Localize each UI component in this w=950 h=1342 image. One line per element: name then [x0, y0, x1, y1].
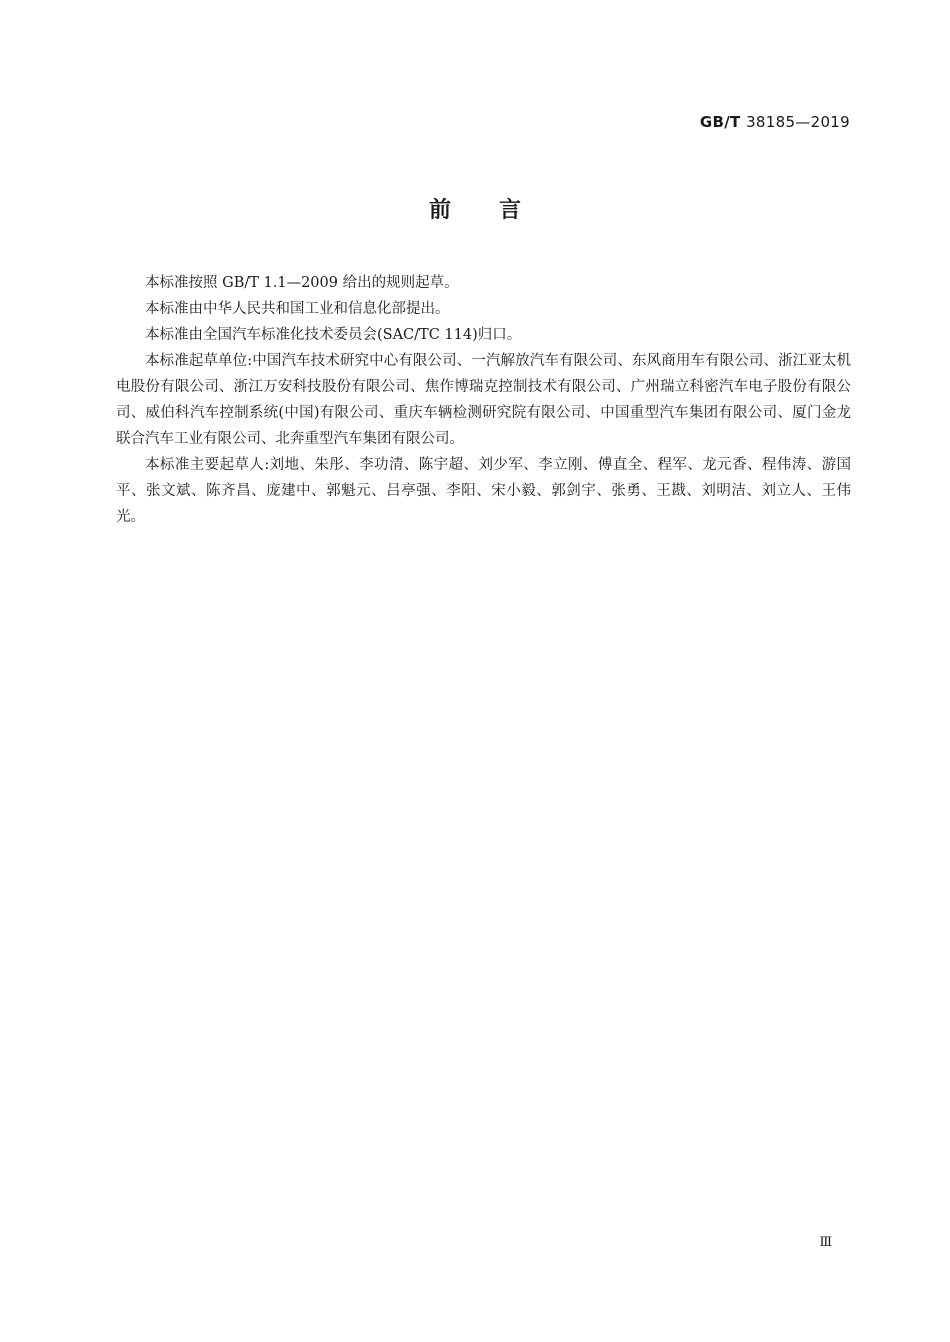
paragraph-drafting-units: 本标准起草单位:中国汽车技术研究中心有限公司、一汽解放汽车有限公司、东风商用车有限公司、浙江亚太机电股份有限公司、浙江万安科技股份有限公司、焦作博瑞克控制技术有限公司、广州瑞立科密汽车电子股份有限公司、威伯科汽车控制系统(中国)有限公司、重庆车辆检测研究院有限公司、中国重型汽车集团有限公司、厦门金龙联合汽车工业有限公司、北奔重型汽车集团有限公司。: [116, 353, 851, 447]
standard-number: 38185—2019: [746, 113, 850, 131]
paragraph-administration: 本标准由全国汽车标准化技术委员会(SAC/TC 114)归口。: [145, 327, 522, 343]
paragraph-drafters: 本标准主要起草人:刘地、朱彤、李功清、陈宇超、刘少军、李立刚、傅直全、程军、龙元香、程伟涛、游国平、张文斌、陈齐昌、庞建中、郭魁元、吕亭强、李阳、宋小毅、郭剑宇、张勇、王戡、刘明洁、刘立人、王伟光。: [116, 457, 851, 525]
page-title: 前言: [428, 198, 569, 223]
page-number: Ⅲ: [819, 1235, 832, 1250]
standard-prefix: GB/T: [699, 113, 741, 131]
paragraph-drafting-rules: 本标准按照 GB/T 1.1—2009 给出的规则起草。: [145, 275, 459, 291]
foreword-body: [116, 270, 851, 530]
paragraph-proposer: 本标准由中华人民共和国工业和信息化部提出。: [145, 301, 450, 317]
standard-code-header: [700, 113, 850, 131]
